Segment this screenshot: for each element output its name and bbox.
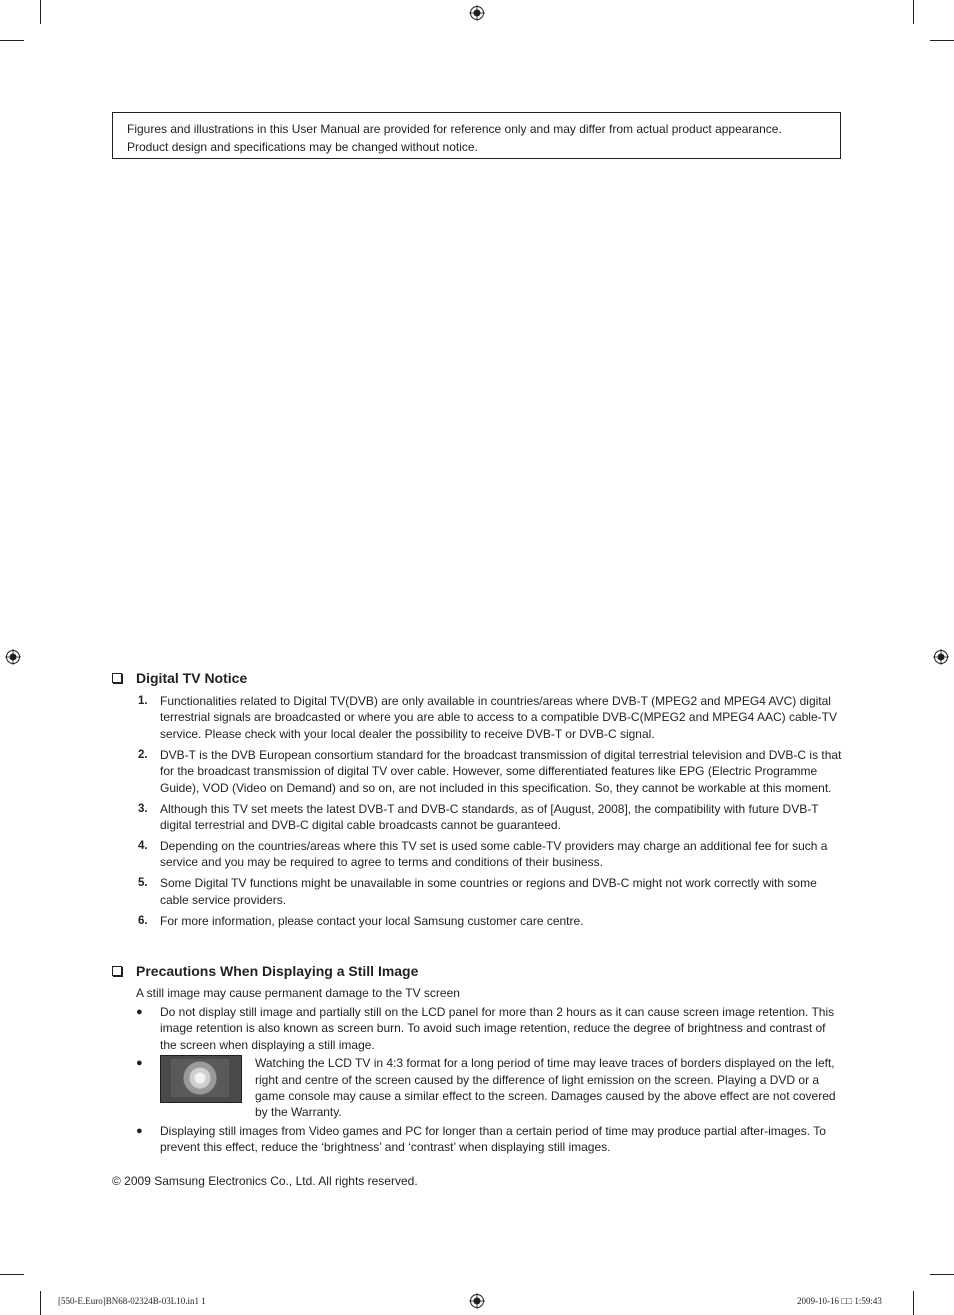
item-number: 2. — [138, 748, 148, 761]
item-text: Some Digital TV functions might be unavailable in some countries or regions and DVB-C might not work correctly with some cable service providers. — [160, 876, 817, 907]
item-text: For more information, please contact your local Samsung customer care centre. — [160, 913, 584, 928]
item-text: Do not display still image and partially still on the LCD panel for more than 2 hours as it can cause screen image retention. This image retention is also known as screen burn. To avoid such image retention, reduce the degree of brightness and contrast of the screen when displaying a still image. — [160, 1005, 835, 1052]
item-number: 3. — [138, 802, 148, 815]
list-item — [112, 875, 844, 908]
list-item — [112, 1055, 844, 1120]
crop-mark — [913, 0, 914, 24]
item-text: Displaying still images from Video games and PC for longer than a certain period of time may produce partial after-images. To prevent this effect, reduce the ‘brightness’ and ‘contrast’ when displaying still images. — [160, 1124, 826, 1155]
crop-mark — [40, 1291, 41, 1315]
tv-still-image-illustration — [160, 1055, 242, 1103]
checkbox-icon — [112, 966, 122, 976]
bullet-icon: ● — [136, 1125, 143, 1138]
list-item — [112, 913, 844, 929]
list-item — [112, 1123, 844, 1156]
item-text: Functionalities related to Digital TV(DVB) are only available in countries/areas where DVB-T (MPEG2 and MPEG4 AVC) digital terrestrial signals are broadcasted or where you are able to access to a compatible DVB-C(MPEG2 and MPEG4 AAC) cable-TV service. Please check with your local dealer the possibility to receive DVB-T or DVB-C signal. — [160, 694, 837, 741]
digital-tv-notice-section — [112, 669, 844, 934]
section-intro: A still image may cause permanent damage to the TV screen — [136, 986, 460, 1000]
section-title: Precautions When Displaying a Still Image — [136, 963, 419, 979]
footer-timestamp: 2009-10-16 □□ 1:59:43 — [797, 1296, 882, 1306]
section-title: Digital TV Notice — [136, 670, 248, 686]
footer-file-info: [550-E.Euro]BN68-02324B-03L10.in1 1 — [58, 1296, 206, 1306]
bullet-icon: ● — [136, 1057, 143, 1070]
crop-mark — [930, 1274, 954, 1275]
crop-mark — [40, 0, 41, 24]
item-text: Depending on the countries/areas where this TV set is used some cable-TV providers may charge an additional fee for such a service and you may be required to agree to terms and conditions of their business. — [160, 839, 828, 870]
list-item — [112, 747, 844, 796]
flower-image — [171, 1059, 229, 1097]
list-item — [112, 838, 844, 871]
registration-mark-icon — [933, 649, 949, 665]
section-heading — [112, 962, 844, 980]
crop-mark — [0, 40, 24, 41]
bullet-list — [112, 1004, 844, 1156]
disclaimer-box — [112, 112, 841, 159]
item-number: 5. — [138, 877, 148, 890]
checkbox-icon — [112, 673, 122, 683]
disclaimer-line: Figures and illustrations in this User Manual are provided for reference only and may differ from actual product appearance. — [127, 122, 782, 136]
crop-mark — [930, 40, 954, 41]
list-item — [112, 1004, 844, 1053]
item-text: Watching the LCD TV in 4:3 format for a long period of time may leave traces of borders displayed on the left, right and centre of the screen caused by the difference of light emission on the screen. Playing a DVD or a game console may cause a similar effect to the screen. Damages caused by the above effect are not covered by the Warranty. — [255, 1056, 836, 1120]
still-image-section — [112, 962, 844, 1158]
registration-mark-icon — [469, 5, 485, 21]
list-item — [112, 693, 844, 742]
copyright-text: © 2009 Samsung Electronics Co., Ltd. All rights reserved. — [112, 1174, 418, 1188]
bullet-icon: ● — [136, 1006, 143, 1018]
item-number: 1. — [138, 695, 148, 707]
registration-mark-icon — [469, 1293, 485, 1309]
crop-mark — [0, 1274, 24, 1275]
item-number: 6. — [138, 914, 148, 927]
item-text: DVB-T is the DVB European consortium standard for the broadcast transmission of digital terrestrial television and DVB-C is that for the broadcast transmission of digital TV over cable. However, some differentiated features like EPG (Electric Programme Guide), VOD (Video on Demand) and so on, are not included in this specification. So, they cannot be workable at this moment. — [160, 747, 842, 795]
disclaimer-line: Product design and specifications may be changed without notice. — [127, 140, 478, 154]
numbered-list — [112, 693, 844, 929]
registration-mark-icon — [5, 649, 21, 665]
crop-mark — [913, 1291, 914, 1315]
item-number: 4. — [138, 840, 148, 853]
item-text: Although this TV set meets the latest DVB-T and DVB-C standards, as of [August, 2008], the compatibility with future DVB-T digital terrestrial and DVB-C digital cable broadcasts cannot be guaranteed. — [160, 801, 819, 833]
list-item — [112, 801, 844, 834]
section-heading — [112, 669, 844, 687]
